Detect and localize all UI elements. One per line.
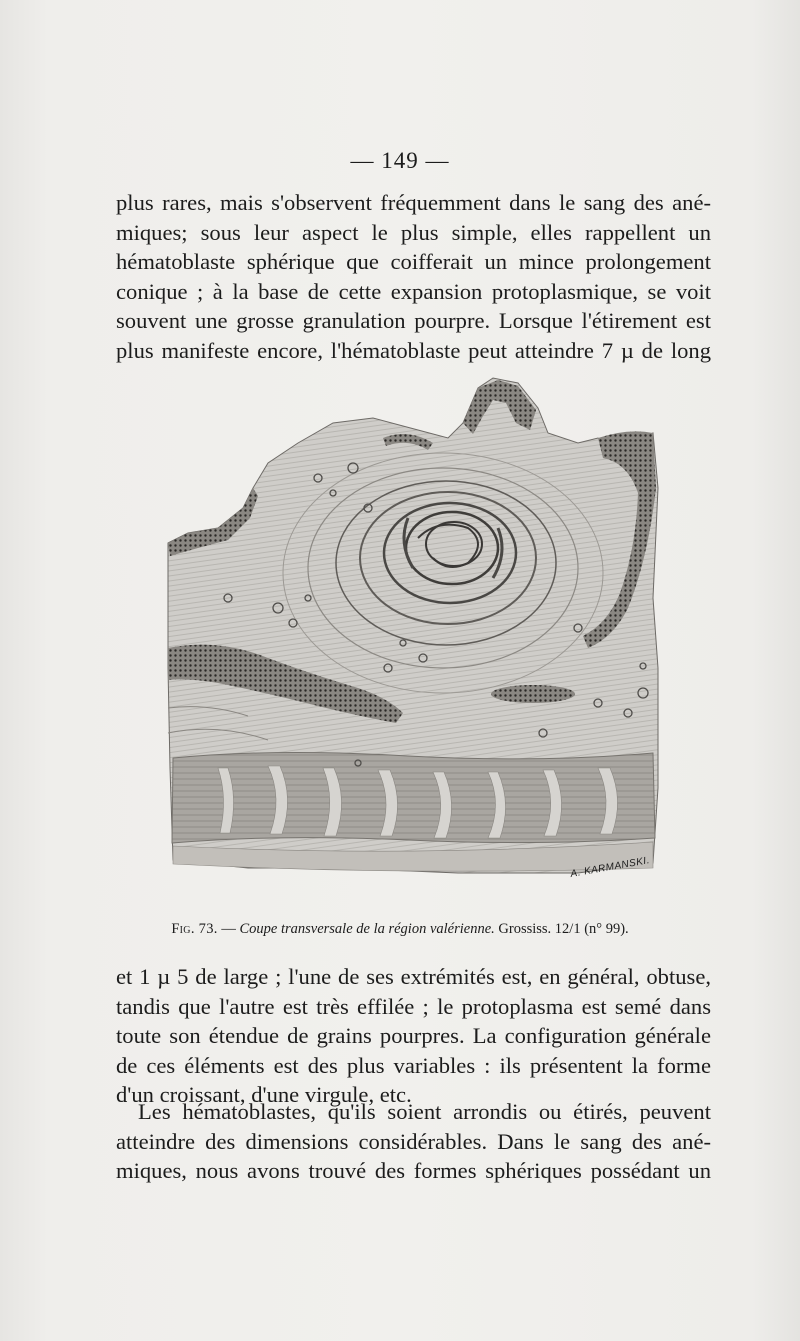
text-line: d'un croissant, d'une virgule, etc. xyxy=(116,1082,412,1107)
caption-dash: — xyxy=(217,921,240,937)
text-line: et 1 µ 5 de large ; l'une de ses extrémités est, en général, obtuse, xyxy=(116,964,711,989)
text-line: plus manifeste encore, l'hématoblaste peut atteindre 7 µ de long xyxy=(116,337,711,363)
figure-caption xyxy=(0,921,800,938)
figure-title: Coupe transversale de la région valérienne. xyxy=(239,921,495,937)
text-line: hématoblaste sphérique que coifferait un mince prolongement xyxy=(116,249,711,274)
histology-illustration xyxy=(158,368,668,888)
text-line: toute son étendue de grains pourpres. La configuration générale xyxy=(116,1023,711,1048)
muscular-layer xyxy=(172,752,655,843)
text-line: conique ; à la base de cette expansion protoplasmique, se voit xyxy=(116,278,711,304)
figure-label: Fig. 73. xyxy=(171,921,218,937)
text-line: miques; sous leur aspect le plus simple, elles rappellent un xyxy=(116,219,711,245)
text-line: de ces éléments est des plus variables : ils présentent la forme xyxy=(116,1052,711,1078)
paragraph-3 xyxy=(116,1097,711,1186)
figure-magnification: Grossiss. 12/1 (n° 99). xyxy=(494,921,629,937)
text-line: souvent une grosse granulation pourpre. Lorsque l'étirement est xyxy=(116,308,711,333)
text-line: tandis que l'autre est très effilée ; le protoplasma est semé dans xyxy=(116,993,711,1019)
text-line: plus rares, mais s'observent fréquemment dans le sang des ané- xyxy=(116,190,711,215)
text-line: miques, nous avons trouvé des formes sphériques possédant un xyxy=(116,1158,711,1183)
histology-figure xyxy=(158,368,668,888)
text-line: Les hématoblastes, qu'ils soient arrondis ou étirés, peuvent xyxy=(138,1099,711,1124)
paragraph-2 xyxy=(116,962,711,1110)
artist-signature: A. KARMANSKI. xyxy=(569,855,651,880)
page-number: — 149 — xyxy=(350,148,450,173)
text-line: atteindre des dimensions considérables. Dans le sang des ané- xyxy=(116,1128,711,1154)
paragraph-1 xyxy=(116,188,711,365)
gland-section xyxy=(491,685,575,703)
